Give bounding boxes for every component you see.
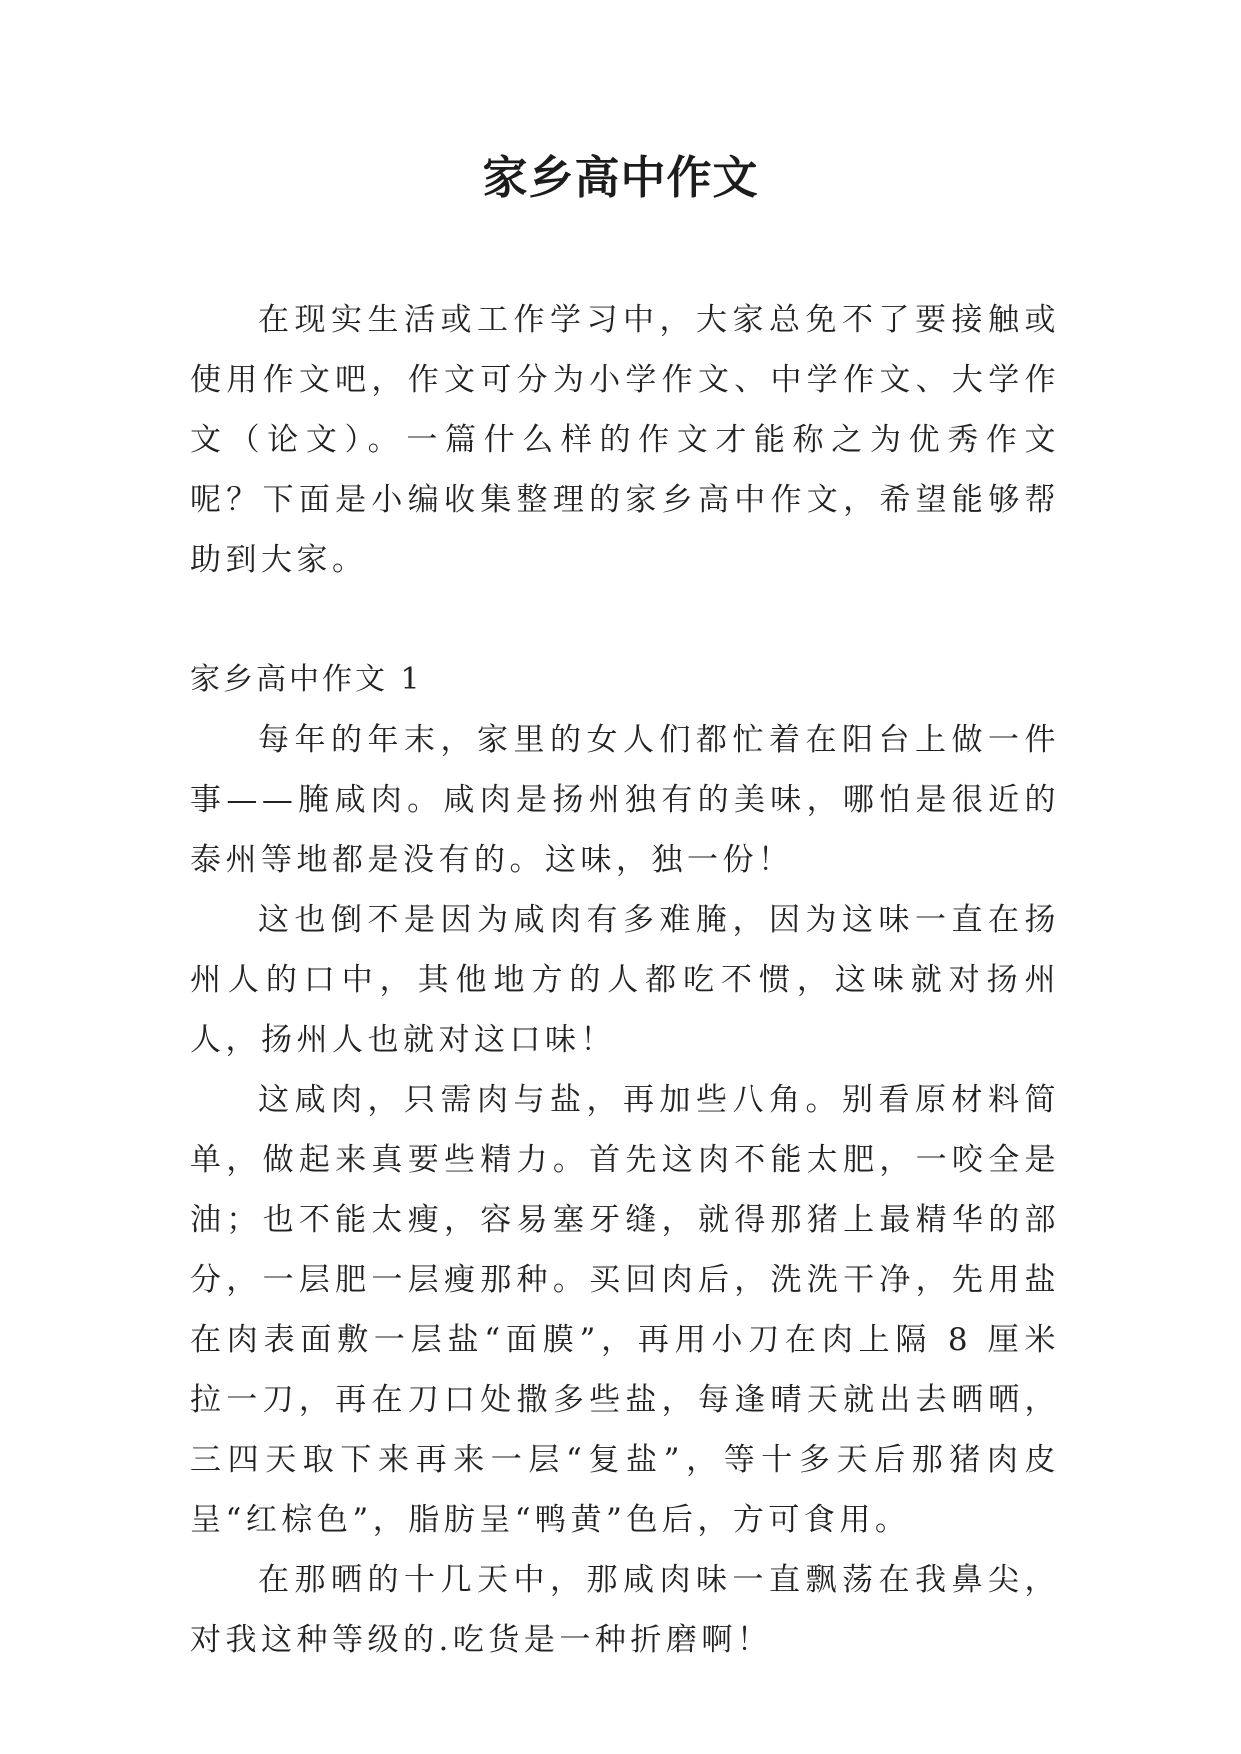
intro-paragraph: 在现实生活或工作学习中，大家总免不了要接触或使用作文吧，作文可分为小学作文、中学作文、大学作文（论文）。一篇什么样的作文才能称之为优秀作文呢？下面是小编收集整理的家乡高中作文，希望能够帮助到大家。 — [190, 302, 1060, 578]
body-paragraph: 这咸肉，只需肉与盐，再加些八角。别看原材料简单，做起来真要些精力。首先这肉不能太肥，一咬全是油；也不能太瘦，容易塞牙缝，就得那猪上最精华的部分，一层肥一层瘦那种。买回肉后，洗洗干净，先用盐在肉表面敷一层盐“面膜”，再用小刀在肉上隔 8 厘米拉一刀，再在刀口处撒多些盐，每逢晴天就出去晒晒，三四天取下来再来一层“复盐”，等十多天后那猪肉皮呈“红棕色”，脂肪呈“鸭黄”色后，方可食用。 — [190, 1082, 1060, 1538]
body-paragraph: 每年的年末，家里的女人们都忙着在阳台上做一件事——腌咸肉。咸肉是扬州独有的美味，哪怕是很近的泰州等地都是没有的。这味，独一份！ — [190, 722, 1060, 878]
page-title: 家乡高中作文 — [482, 151, 759, 204]
document-body — [190, 290, 1060, 1670]
body-paragraph: 这也倒不是因为咸肉有多难腌，因为这味一直在扬州人的口中，其他地方的人都吃不惯，这味就对扬州人，扬州人也就对这口味！ — [190, 902, 1060, 1058]
body-paragraph: 在那晒的十几天中，那咸肉味一直飘荡在我鼻尖，对我这种等级的.吃货是一种折磨啊！ — [190, 1562, 1060, 1658]
section-heading: 家乡高中作文 1 — [190, 662, 423, 697]
